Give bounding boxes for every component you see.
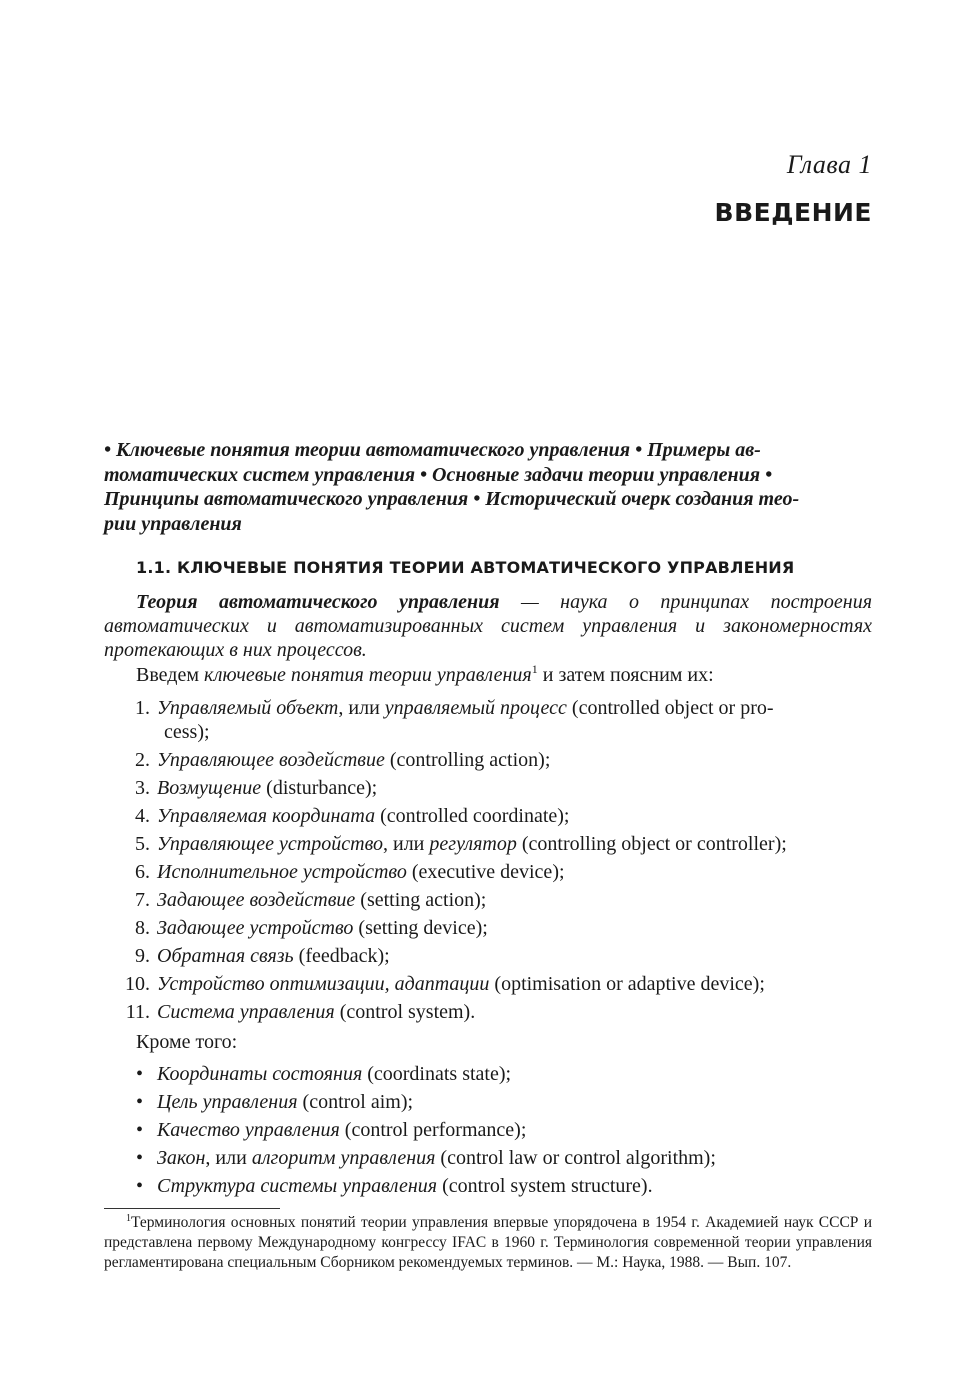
section-heading: 1.1. КЛЮЧЕВЫЕ ПОНЯТИЯ ТЕОРИИ АВТОМАТИЧЕСКОГО УПРАВЛЕНИЯ [136,558,795,577]
item-number: 2. [135,749,150,771]
item-term: Управляющее устройство [157,833,383,855]
bullet-list-item [104,1174,872,1198]
also-paragraph: Кроме того: [136,1031,238,1053]
item-english: (feedback); [293,945,390,967]
numbered-list-item [104,776,872,800]
item-term: Координаты состояния [157,1063,363,1085]
footnote-ref[interactable]: 1 [531,662,538,676]
bullet-list-item [104,1090,872,1114]
item-number: 6. [135,861,150,883]
chapter-title: ВВЕДЕНИЕ [714,198,872,227]
definition-term: Теория автоматического управления [136,591,500,613]
item-term: Управляемый объект [157,697,339,719]
numbered-list-item [104,804,872,828]
item-term: Задающее воздействие [157,889,356,911]
item-number: 4. [135,805,150,827]
intro-after: и затем поясним их: [537,664,714,686]
bullet-icon: • [136,1091,144,1113]
item-term: Закон [157,1147,206,1169]
chapter-label: Глава 1 [786,150,872,179]
item-english: (control performance); [339,1119,527,1141]
item-term: Управляемая координата [157,805,376,827]
item-term: Устройство оптимизации, адаптации [157,973,490,995]
item-term-alt: регулятор [429,833,517,855]
item-term: Задающее устройство [157,917,354,939]
definition-paragraph [104,590,872,662]
intro-before: Введем [136,664,204,686]
footnote-text: Терминология основных понятий теории управления впервые упорядочена в 1954 г. Академией наук СССР и представлена первому Международному конгрессу IFAC в 1960 г. Терминология современной теории управления регламентирована специальным Сборником рекомендуемых терминов. — М.: Наука, 1988. — Вып. 107. [104,1214,872,1271]
numbered-list-item [104,916,872,940]
bullet-icon: • [136,1175,144,1197]
item-english: (control system structure). [437,1175,653,1197]
chapter-abstract [104,438,872,536]
numbered-term-list [104,696,872,1028]
item-number: 11. [125,1001,150,1023]
item-english: (executive device); [406,861,565,883]
item-english: (controlling action); [384,749,551,771]
bullet-list-item [104,1146,872,1170]
numbered-list-item [104,832,872,856]
item-english: (control law or control algorithm); [435,1147,716,1169]
item-english: (controlled object or pro- [566,697,774,719]
bullet-list-item [104,1062,872,1086]
item-term: Цель управления [157,1091,298,1113]
numbered-list-item [104,748,872,772]
numbered-list-item [104,972,872,996]
item-english: (control aim); [297,1091,414,1113]
numbered-list-item [104,860,872,884]
item-term: Управляющее воздействие [157,749,385,771]
abstract-line: Принципы автоматического управления • Исторический очерк создания тео- [104,488,800,510]
item-english: (disturbance); [261,777,378,799]
bullet-list-item [104,1118,872,1142]
bullet-icon: • [136,1063,144,1085]
item-term: Структура системы управления [157,1175,438,1197]
item-english: (control system). [334,1001,476,1023]
abstract-line: рии управления [104,512,242,535]
item-english: (controlled coordinate); [375,805,570,827]
footnote-number: 1 [126,1213,131,1224]
item-number: 10. [125,973,150,995]
definition-text: — наука о принципах построения автоматических и автоматизированных систем управления и закономерностях протекающих в них процессов. [104,591,873,661]
intro-paragraph [104,663,872,687]
item-english: (optimisation or adaptive device); [489,973,765,995]
bullet-icon: • [136,1147,144,1169]
item-term: Обратная связь [157,945,294,967]
item-number: 3. [135,777,150,799]
abstract-line: • Ключевые понятия теории автоматического управления • Примеры ав- [104,439,761,461]
abstract-line: томатических систем управления • Основные задачи теории управления • [104,463,773,486]
item-connector: , или [383,833,430,855]
item-number: 1. [135,697,150,719]
item-connector: , или [338,697,385,719]
bullet-term-list [104,1062,872,1202]
numbered-list-item [104,1000,872,1024]
item-term: Возмущение [157,777,262,799]
item-number: 8. [135,917,150,939]
footnote-divider [104,1208,280,1209]
item-term: Исполнительное устройство [157,861,407,883]
numbered-list-item [104,888,872,912]
item-english: (coordinats state); [362,1063,512,1085]
item-continuation: cess); [164,721,210,743]
item-number: 5. [135,833,150,855]
footnote [104,1213,872,1273]
item-term: Система управления [157,1001,335,1023]
item-connector: , или [205,1147,252,1169]
item-term: Качество управления [157,1119,340,1141]
item-english: (setting action); [355,889,487,911]
item-term-alt: алгоритм управления [251,1147,436,1169]
item-number: 9. [135,945,150,967]
numbered-list-item [104,696,872,744]
numbered-list-item [104,944,872,968]
item-english: (setting device); [353,917,488,939]
item-term-alt: управляемый процесс [384,697,567,719]
item-number: 7. [135,889,150,911]
intro-emphasis: ключевые понятия теории управления [204,664,532,686]
bullet-icon: • [136,1119,144,1141]
item-english: (controlling object or controller); [516,833,787,855]
